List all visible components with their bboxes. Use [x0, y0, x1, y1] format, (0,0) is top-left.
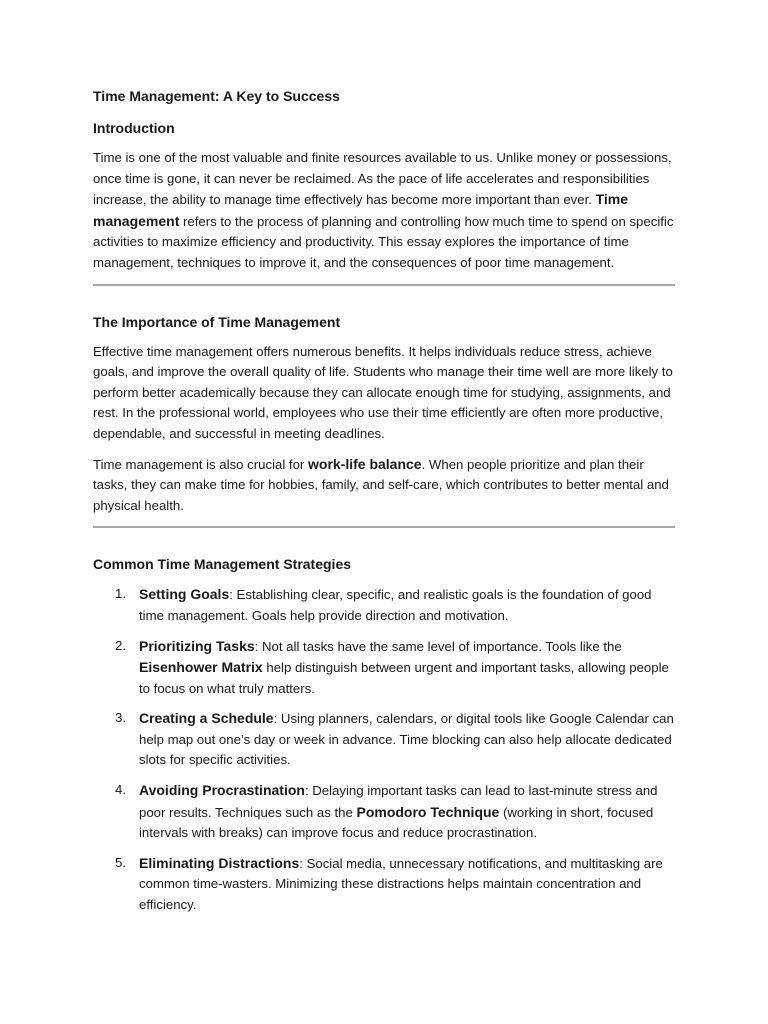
strategy-title: Eliminating Distractions	[139, 854, 300, 871]
strategy-text: : Establishing clear, specific, and realistic goals is the foundation of good time management. Goals help provide direction and motivation.	[139, 587, 652, 623]
importance-heading: The Importance of Time Management	[93, 313, 341, 330]
list-number: 3.	[115, 710, 126, 726]
intro-text-b: refers to the process of planning and controlling how much time to spend on specific activities to maximize efficiency and productivity. This essay explores the importance of time management, techniques to improve it, and the consequences of poor time management.	[93, 213, 674, 270]
strategy-text: : Using planners, calendars, or digital tools like Google Calendar can help map out one’s day or week in advance. Time blocking can also help allocate dedicated slots for specific activities.	[139, 711, 674, 768]
strategy-text: : Social media, unnecessary notifications, and multitasking are common time-wasters. Minimizing these distractions helps maintain concentration and efficiency.	[139, 855, 663, 913]
document-title: Time Management: A Key to Success	[93, 88, 340, 104]
section-divider-2	[93, 526, 675, 528]
importance-bold-work-life-balance: work-life balance	[308, 455, 422, 472]
importance-p2-text-a: Time management is also crucial for	[93, 456, 308, 472]
strategy-title: Creating a Schedule	[139, 710, 274, 727]
list-number: 5.	[115, 854, 126, 870]
strategy-title: Prioritizing Tasks	[139, 637, 255, 654]
importance-paragraph-2	[93, 454, 675, 517]
strategy-item-creating-a-schedule	[93, 708, 675, 771]
section-divider-1	[93, 284, 675, 286]
strategy-item-prioritizing-tasks	[93, 636, 675, 700]
strategy-bold-eisenhower-matrix: Eisenhower Matrix	[139, 659, 263, 676]
strategy-text-a: : Delaying important tasks can lead to last-minute stress and poor results. Techniques such as the	[139, 783, 658, 820]
strategy-bold-pomodoro-technique: Pomodoro Technique	[356, 803, 500, 820]
list-number: 1.	[115, 586, 126, 602]
strategy-text-b: help distinguish between urgent and important tasks, allowing people to focus on what truly matters.	[139, 660, 669, 696]
strategy-text-b: (working in short, focused intervals with breaks) can improve focus and reduce procrastination.	[139, 804, 654, 841]
strategy-item-eliminating-distractions	[93, 853, 675, 916]
strategy-text-a: : Not all tasks have the same level of importance. Tools like the	[254, 638, 622, 654]
strategy-title: Setting Goals	[139, 586, 230, 603]
importance-paragraph-1: Effective time management offers numerous benefits. It helps individuals reduce stress, achieve goals, and improve the overall quality of life. Students who manage their time well are more likely to perform better academically because they can allocate enough time for studying, assignments, and rest. In the professional world, employees who use their time efficiently are often more productive, dependable, and successful in meeting deadlines.	[93, 343, 673, 441]
list-number: 4.	[115, 782, 126, 798]
strategy-item-avoiding-procrastination	[93, 780, 675, 844]
list-number: 2.	[115, 637, 126, 653]
importance-p2-text-b: . When people prioritize and plan their tasks, they can make time for hobbies, family, and self-care, which contributes to better mental and physical health.	[93, 456, 669, 513]
intro-paragraph	[93, 148, 675, 274]
strategies-heading: Common Time Management Strategies	[93, 556, 352, 573]
intro-heading: Introduction	[93, 120, 175, 136]
strategy-title: Avoiding Procrastination	[139, 782, 305, 799]
strategies-list	[93, 584, 675, 915]
intro-bold-time-management: Time management	[93, 191, 629, 229]
strategy-item-setting-goals	[93, 584, 675, 626]
intro-text-a: Time is one of the most valuable and finite resources available to us. Unlike money or possessions, once time is gone, it can never be reclaimed. As the pace of life accelerates and responsibilities increase, the ability to manage time effectively has become more important than ever.	[93, 150, 672, 208]
